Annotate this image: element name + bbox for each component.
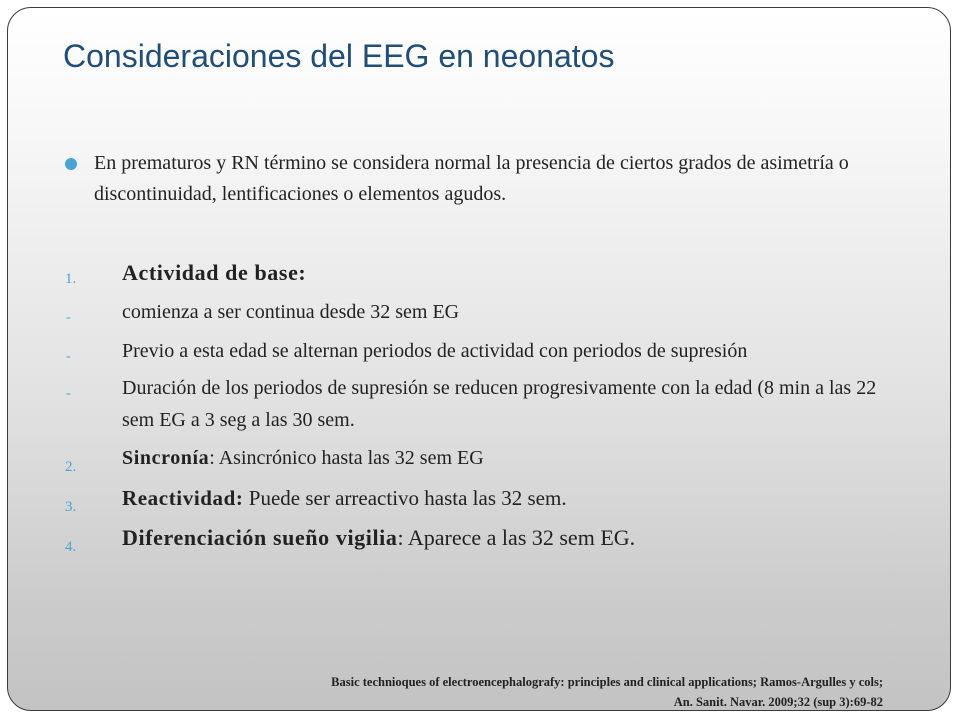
list-item-text: comienza a ser continua desde 32 sem EG	[122, 301, 460, 323]
list-item-text: : Aparece a las 32 sem EG.	[397, 525, 636, 550]
citation-line-2: An. Sanit. Navar. 2009;32 (sup 3):69-82	[673, 695, 883, 709]
list-item-heading: Diferenciación sueño vigilia	[122, 525, 398, 550]
list-marker: 3.	[65, 499, 77, 515]
list-item-reactividad	[65, 482, 905, 514]
dash-marker: -	[66, 349, 71, 364]
slide	[7, 7, 951, 711]
list-item-text: Previo a esta edad se alternan periodos de actividad con periodos de supresión	[122, 340, 748, 362]
intro-paragraph	[65, 148, 885, 210]
list-item-actividad-de-base	[65, 258, 905, 288]
slide-title: Consideraciones del EEG en neonatos	[63, 38, 615, 74]
citation	[331, 672, 883, 711]
list-item-heading: Reactividad:	[122, 486, 244, 510]
list-item-diferenciacion	[65, 521, 905, 555]
citation-line-1: Basic technioques of electroencephalografy: principles and clinical applications; Ramos-Argulles y cols;	[331, 675, 883, 689]
list-marker: 2.	[65, 459, 77, 475]
list-item-duracion	[65, 372, 905, 436]
list-marker: 1.	[65, 271, 77, 287]
list-item-text: Puede ser arreactivo hasta las 32 sem.	[243, 486, 567, 510]
intro-text: En prematuros y RN término se considera normal la presencia de ciertos grados de asimetría o discontinuidad, lentificaciones o elementos agudos.	[94, 152, 849, 205]
list-item-text: Duración de los periodos de supresión se reducen progresivamente con la edad (8 min a las 22 sem EG a 3 seg a las 30 sem.	[122, 377, 877, 431]
bullet-dot-icon	[65, 158, 77, 170]
list-item-text: : Asincrónico hasta las 32 sem EG	[209, 447, 484, 469]
list-item-continua	[65, 298, 905, 326]
dash-marker: -	[66, 310, 71, 325]
list-item-sincronia	[65, 442, 905, 474]
list-item-heading: Sincronía	[122, 447, 210, 469]
dash-marker: -	[66, 386, 71, 401]
list-marker: 4.	[65, 539, 77, 555]
eeg-considerations-list	[65, 258, 905, 555]
list-item-heading: Actividad de base:	[122, 260, 307, 285]
list-item-previo	[65, 336, 905, 366]
